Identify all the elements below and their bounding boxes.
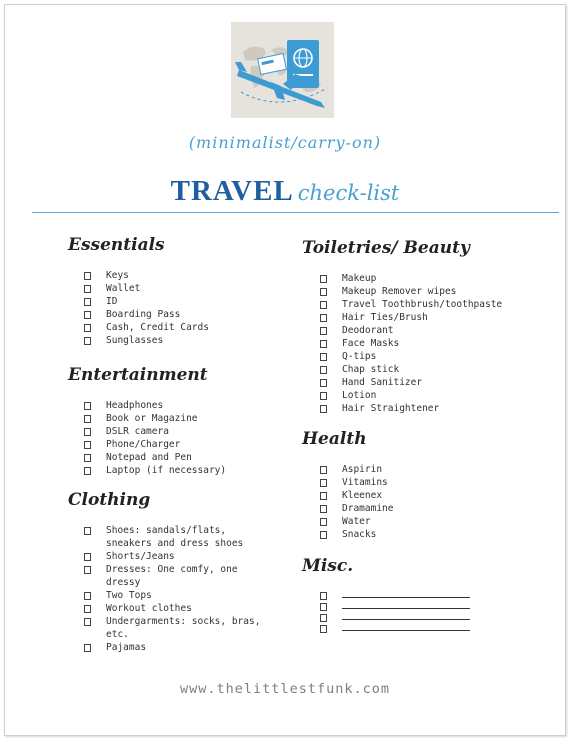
- checklist-item: [84, 282, 209, 295]
- checkbox[interactable]: [320, 625, 327, 633]
- checklist-item: [84, 641, 260, 654]
- checklist-item: [320, 502, 393, 515]
- item-label-line: Undergarments: socks, bras,: [106, 616, 261, 627]
- heading-misc: Misc.: [302, 556, 354, 576]
- checkbox[interactable]: [320, 492, 327, 500]
- checkbox[interactable]: [84, 311, 91, 319]
- checkbox[interactable]: [320, 592, 327, 600]
- item-label: Keys: [106, 270, 129, 281]
- checkbox[interactable]: [84, 527, 91, 535]
- item-label: Notepad and Pen: [106, 452, 192, 463]
- checkbox[interactable]: [320, 614, 327, 622]
- checklist-item: [84, 563, 260, 589]
- checkbox[interactable]: [84, 618, 91, 626]
- misc-blank-item: [320, 589, 470, 600]
- checklist-item: [84, 615, 260, 641]
- checklist-item: [320, 324, 502, 337]
- item-label: Travel Toothbrush/toothpaste: [342, 299, 503, 310]
- checkbox[interactable]: [84, 415, 91, 423]
- checklist-item: [320, 337, 502, 350]
- item-label: [106, 641, 146, 654]
- item-label-line: Workout clothes: [106, 603, 192, 614]
- checkbox[interactable]: [84, 298, 91, 306]
- heading-clothing: Clothing: [68, 490, 151, 510]
- item-label: Makeup Remover wipes: [342, 286, 457, 297]
- item-label: Water: [342, 516, 371, 527]
- checklist-item: [320, 272, 502, 285]
- checkbox[interactable]: [320, 479, 327, 487]
- checklist-item: [84, 334, 209, 347]
- checkbox[interactable]: [320, 505, 327, 513]
- checklist-item: [84, 269, 209, 282]
- checkbox[interactable]: [84, 592, 91, 600]
- toiletries-list: [320, 272, 502, 415]
- checklist-item: [320, 363, 502, 376]
- checklist-item: [84, 438, 226, 451]
- heading-entertainment: Entertainment: [68, 365, 208, 385]
- essentials-list: [84, 269, 209, 347]
- checkbox[interactable]: [84, 454, 91, 462]
- item-label: Makeup: [342, 273, 377, 284]
- checklist-item: [84, 451, 226, 464]
- item-label: Face Masks: [342, 338, 400, 349]
- health-list: [320, 463, 393, 541]
- item-label: Dramamine: [342, 503, 394, 514]
- title-script: check-list: [297, 181, 400, 205]
- passport-plane-logo: [231, 22, 334, 118]
- checkbox[interactable]: [320, 301, 327, 309]
- checklist-item: [84, 399, 226, 412]
- entertainment-list: [84, 399, 226, 477]
- item-label-line: Pajamas: [106, 642, 147, 653]
- item-label: Phone/Charger: [106, 439, 181, 450]
- blank-write-line[interactable]: [342, 600, 470, 609]
- checkbox[interactable]: [320, 275, 327, 283]
- checklist-item: [84, 524, 260, 550]
- checklist-item: [320, 311, 502, 324]
- item-label: Boarding Pass: [106, 309, 181, 320]
- checkbox[interactable]: [320, 379, 327, 387]
- checklist-item: [84, 464, 226, 477]
- item-label-line: Shoes: sandals/flats,: [106, 525, 227, 536]
- page-title: [5, 175, 565, 208]
- checklist-item: [320, 463, 393, 476]
- checkbox[interactable]: [320, 340, 327, 348]
- blank-write-line[interactable]: [342, 622, 470, 631]
- item-label: Wallet: [106, 283, 141, 294]
- checklist-item: [320, 476, 393, 489]
- blank-write-line[interactable]: [342, 589, 470, 598]
- item-label: DSLR camera: [106, 426, 169, 437]
- item-label-line: sneakers and dress shoes: [106, 538, 244, 549]
- item-label: Book or Magazine: [106, 413, 198, 424]
- checkbox[interactable]: [84, 285, 91, 293]
- checklist-page: [4, 4, 566, 736]
- checklist-item: [320, 489, 393, 502]
- checkbox[interactable]: [84, 553, 91, 561]
- checklist-item: [320, 298, 502, 311]
- misc-list: [320, 589, 470, 633]
- checklist-item: [320, 350, 502, 363]
- item-label: Lotion: [342, 390, 377, 401]
- heading-toiletries: Toiletries/ Beauty: [302, 238, 470, 258]
- item-label: Hair Ties/Brush: [342, 312, 428, 323]
- item-label-line: Two Tops: [106, 590, 152, 601]
- passport-plane-icon: [231, 22, 334, 118]
- checklist-item: [84, 295, 209, 308]
- item-label: [106, 589, 152, 602]
- heading-health: Health: [302, 429, 367, 449]
- checkbox[interactable]: [320, 392, 327, 400]
- item-label: Q-tips: [342, 351, 377, 362]
- checkbox[interactable]: [320, 518, 327, 526]
- checkbox[interactable]: [320, 288, 327, 296]
- checklist-item: [84, 602, 260, 615]
- checkbox[interactable]: [320, 366, 327, 374]
- checklist-item: [320, 528, 393, 541]
- checkbox[interactable]: [320, 405, 327, 413]
- item-label: Vitamins: [342, 477, 388, 488]
- checkbox[interactable]: [320, 531, 327, 539]
- item-label: [106, 602, 192, 615]
- checkbox[interactable]: [84, 441, 91, 449]
- item-label: Headphones: [106, 400, 164, 411]
- misc-blank-item: [320, 600, 470, 611]
- item-label: Laptop (if necessary): [106, 465, 227, 476]
- checklist-item: [320, 285, 502, 298]
- item-label-line: Dresses: One comfy, one: [106, 564, 238, 575]
- item-label-line: etc.: [106, 629, 129, 640]
- item-label: [106, 563, 238, 589]
- checklist-item: [84, 308, 209, 321]
- checklist-item: [84, 589, 260, 602]
- item-label: Chap stick: [342, 364, 400, 375]
- item-label-line: dressy: [106, 577, 141, 588]
- item-label: [106, 550, 175, 563]
- checklist-item: [320, 515, 393, 528]
- item-label: Deodorant: [342, 325, 394, 336]
- checkbox[interactable]: [84, 428, 91, 436]
- item-label: Hair Straightener: [342, 403, 440, 414]
- checklist-item: [84, 412, 226, 425]
- checkbox[interactable]: [320, 603, 327, 611]
- checkbox[interactable]: [84, 605, 91, 613]
- checklist-item: [320, 389, 502, 402]
- footer-url: www.thelittlestfunk.com: [180, 681, 390, 697]
- clothing-list: [84, 524, 260, 654]
- checklist-item: [320, 402, 502, 415]
- item-label: Cash, Credit Cards: [106, 322, 209, 333]
- checkbox[interactable]: [84, 566, 91, 574]
- item-label: Aspirin: [342, 464, 383, 475]
- misc-blank-item: [320, 622, 470, 633]
- checkbox[interactable]: [84, 337, 91, 345]
- checklist-item: [84, 550, 260, 563]
- checkbox[interactable]: [84, 272, 91, 280]
- checkbox[interactable]: [84, 324, 91, 332]
- checklist-item: [84, 321, 209, 334]
- checkbox[interactable]: [320, 466, 327, 474]
- checklist-item: [84, 425, 226, 438]
- item-label: Hand Sanitizer: [342, 377, 423, 388]
- misc-blank-item: [320, 611, 470, 622]
- item-label: ID: [106, 296, 118, 307]
- checkbox[interactable]: [84, 402, 91, 410]
- title-bold: TRAVEL: [170, 175, 294, 207]
- item-label: Sunglasses: [106, 335, 164, 346]
- blank-write-line[interactable]: [342, 611, 470, 620]
- item-label: [106, 615, 260, 641]
- subtitle: (minimalist/carry-on): [188, 133, 382, 152]
- item-label: Snacks: [342, 529, 377, 540]
- checkbox[interactable]: [84, 467, 91, 475]
- item-label-line: Shorts/Jeans: [106, 551, 175, 562]
- title-divider: [32, 212, 559, 213]
- checkbox[interactable]: [84, 644, 91, 652]
- checkbox[interactable]: [320, 327, 327, 335]
- checklist-item: [320, 376, 502, 389]
- item-label: Kleenex: [342, 490, 383, 501]
- item-label: [106, 524, 243, 550]
- checkbox[interactable]: [320, 353, 327, 361]
- heading-essentials: Essentials: [68, 235, 165, 255]
- checkbox[interactable]: [320, 314, 327, 322]
